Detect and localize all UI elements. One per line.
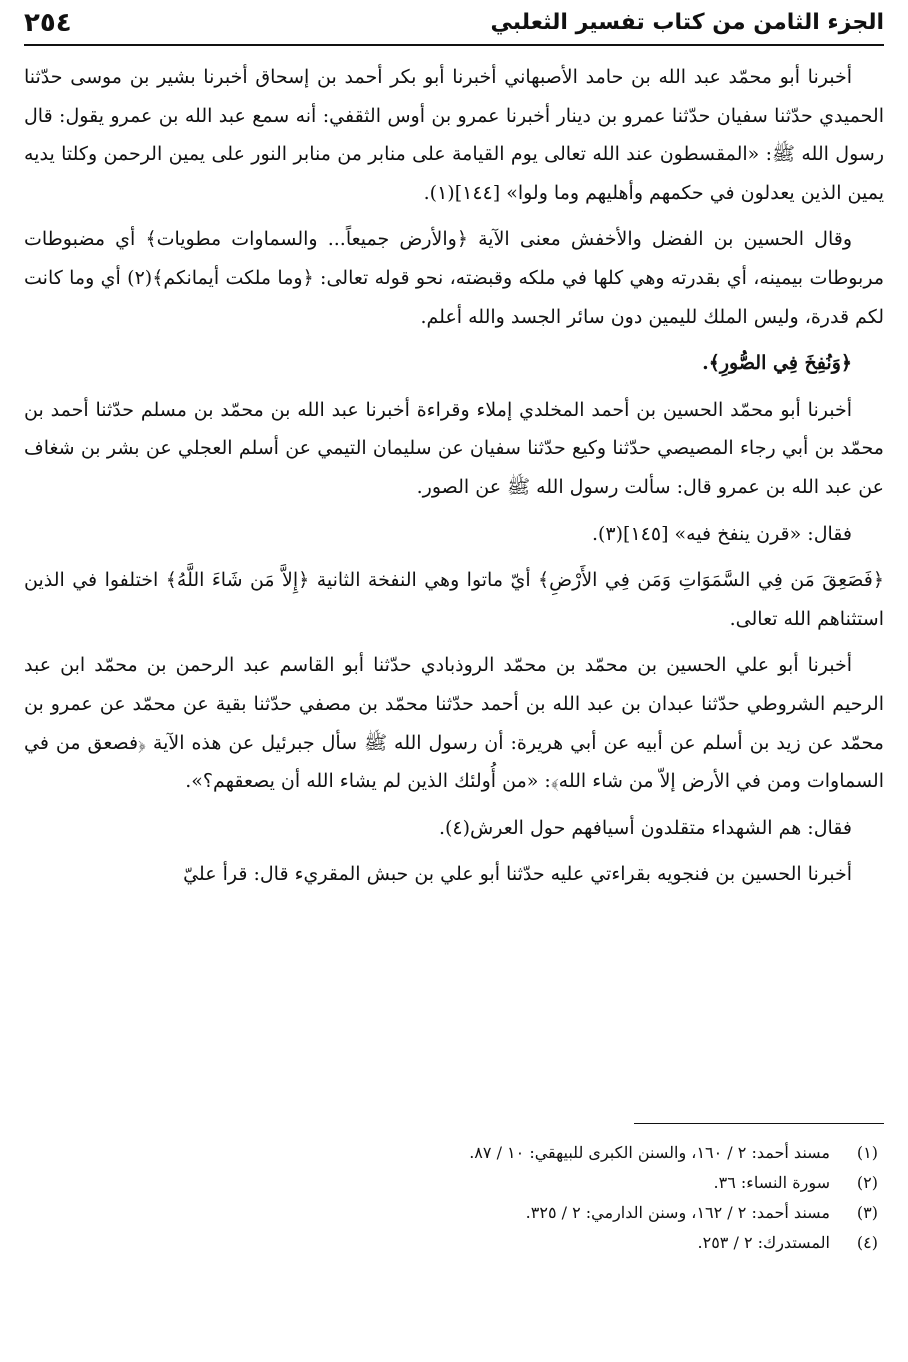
footnote-number: (٢) bbox=[856, 1173, 878, 1192]
paragraph: أخبرنا أبو علي الحسين بن محمّد بن محمّد الروذبادي حدّثنا أبو القاسم عبد الرحمن بن محمّد ابن عبد الرحيم الشروطي حدّثنا عبدان بن عبد الله بن أحمد حدّثنا محمّد بن مصفي حدّثنا بقية عن محمّد عن عمرو بن محمّد عن زيد بن أسلم عن أبيه عن أبي هريرة: أن رسول الله ﷺ سأل جبرئيل عن هذه الآية ﴿فصعق من في السماوات ومن في الأرض إلاّ من شاء الله﴾: «من أُولئك الذين لم يشاء الله أن يصعقهم؟». bbox=[24, 654, 884, 793]
footnote-text: مسند أحمد: ٢ / ١٦٢، وسنن الدارمي: ٢ / ٣٢٥. bbox=[525, 1203, 830, 1222]
footnote bbox=[24, 1228, 884, 1258]
paragraph: ﴿فَصَعِقَ مَن فِي السَّمَوَاتِ وَمَن فِي الأَرْضِ﴾ أيّ ماتوا وهي النفخة الثانية ﴿إِلاَّ مَن شَاءَ اللَّهُ﴾ اختلفوا في الذين استثناهم الله تعالى. bbox=[24, 569, 884, 630]
footnote-number: (٤) bbox=[856, 1233, 878, 1252]
paragraph: أخبرنا الحسين بن فنجويه بقراءتي عليه حدّثنا أبو علي بن حبش المقريء قال: قرأ عليّ bbox=[183, 863, 852, 886]
verse-heading: ﴿وَنُفِخَ فِي الصُّورِ﴾. bbox=[702, 352, 852, 375]
footnote-number: (٣) bbox=[856, 1203, 878, 1222]
paragraph: فقال: هم الشهداء متقلدون أسيافهم حول العرش(٤). bbox=[438, 816, 852, 839]
footnote-divider bbox=[634, 1123, 884, 1124]
page bbox=[24, 0, 884, 1362]
page-header bbox=[24, 4, 884, 46]
footnotes bbox=[24, 1138, 884, 1258]
paragraph: أخبرنا أبو محمّد الحسين بن أحمد المخلدي إملاء وقراءة أخبرنا عبد الله بن محمّد بن مسلم حدّثنا أحمد بن محمّد بن أبي رجاء المصيصي حدّثنا وكيع حدّثنا سفيان عن سليمان التيمي عن أسلم العجلي عن بشر بن شغاف عن عبد الله بن عمرو قال: سألت رسول الله ﷺ عن الصور. bbox=[24, 398, 884, 498]
page-number: ٢٥٤ bbox=[24, 8, 72, 38]
footnote bbox=[24, 1198, 884, 1228]
paragraph: أخبرنا أبو محمّد عبد الله بن حامد الأصبهاني أخبرنا أبو بكر أحمد بن إسحاق أخبرنا بشير بن موسى حدّثنا الحميدي حدّثنا سفيان حدّثنا عمرو بن دينار أخبرنا عمرو بن أوس الثقفي: أنه سمع عبد الله بن عمرو يقول: قال رسول الله ﷺ: «المقسطون عند الله تعالى يوم القيامة على منابر من منابر النور على يمين الرحمن وكلتا يديه يمين الذين يعدلون في حكمهم وأهليهم وما ولوا» [١٤٤](١). bbox=[24, 66, 884, 204]
footnote-text: المستدرك: ٢ / ٢٥٣. bbox=[697, 1233, 830, 1252]
main-text bbox=[24, 58, 884, 902]
paragraph: وقال الحسين بن الفضل والأخفش معنى الآية ﴿والأرض جميعاً... والسماوات مطويات﴾ أي مضبوطات مربوطات بيمينه، أي بقدرته وهي كلها في ملكه وقبضته، نحو قوله تعالى: ﴿وما ملكت أيمانكم﴾(٢) أي وما كانت لكم قدرة، وليس الملك لليمين دون سائر الجسد والله أعلم. bbox=[24, 228, 885, 328]
footnote bbox=[24, 1138, 884, 1168]
footnote-text: مسند أحمد: ٢ / ١٦٠، والسنن الكبرى للبيهقي: ١٠ / ٨٧. bbox=[469, 1143, 830, 1162]
footnote-text: سورة النساء: ٣٦. bbox=[713, 1173, 830, 1192]
footnote-number: (١) bbox=[856, 1143, 878, 1162]
paragraph: فقال: «قرن ينفخ فيه» [١٤٥](٣). bbox=[591, 522, 852, 545]
footnote bbox=[24, 1168, 884, 1198]
book-title: الجزء الثامن من كتاب تفسير الثعلبي bbox=[490, 10, 884, 35]
